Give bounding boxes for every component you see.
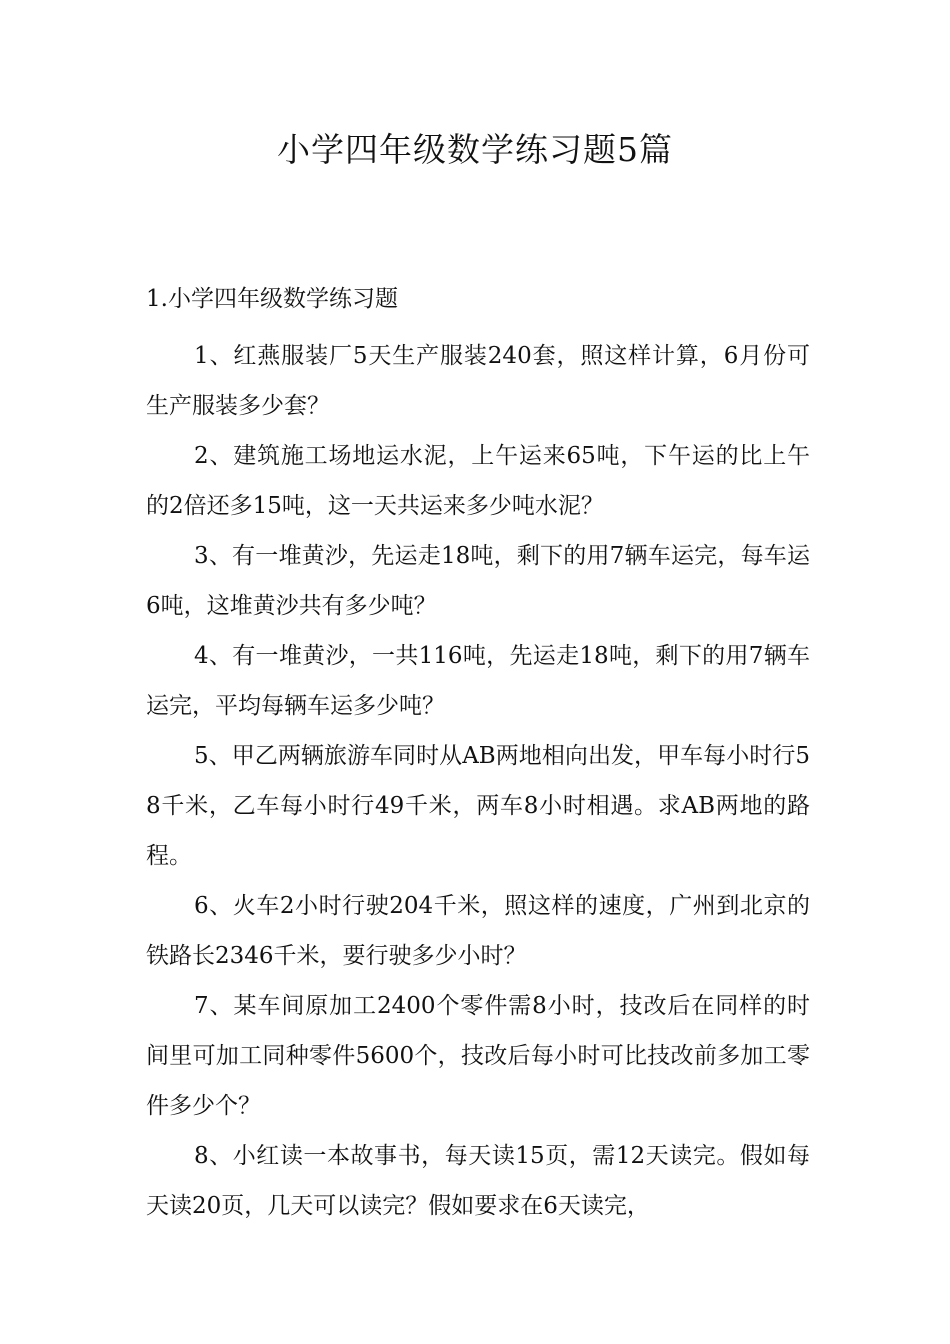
- question-list: [146, 331, 810, 1231]
- question-3: 3、有一堆黄沙，先运走18吨，剩下的用7辆车运完，每车运6吨，这堆黄沙共有多少吨？: [146, 543, 810, 619]
- question-5: 5、甲乙两辆旅游车同时从AB两地相向出发，甲车每小时行58千米，乙车每小时行49千米，两车8小时相遇。求AB两地的路程。: [146, 743, 810, 869]
- question-6: 6、火车2小时行驶204千米，照这样的速度，广州到北京的铁路长2346千米，要行驶多少小时？: [146, 893, 810, 969]
- document-title: 小学四年级数学练习题5篇: [277, 130, 673, 169]
- section-heading: 1.小学四年级数学练习题: [146, 286, 398, 312]
- question-4: 4、有一堆黄沙，一共116吨，先运走18吨，剩下的用7辆车运完，平均每辆车运多少吨？: [146, 643, 810, 719]
- question-1: 1、红燕服装厂5天生产服装240套，照这样计算，6月份可生产服装多少套？: [146, 343, 810, 419]
- document-body: [146, 281, 810, 1231]
- question-8: 8、小红读一本故事书，每天读15页，需12天读完。假如每天读20页，几天可以读完？假如要求在6天读完，: [146, 1143, 810, 1219]
- question-7: 7、某车间原加工2400个零件需8小时，技改后在同样的时间里可加工同种零件5600个，技改后每小时可比技改前多加工零件多少个？: [146, 993, 810, 1119]
- question-2: 2、建筑施工场地运水泥，上午运来65吨，下午运的比上午的2倍还多15吨，这一天共运来多少吨水泥？: [146, 443, 810, 519]
